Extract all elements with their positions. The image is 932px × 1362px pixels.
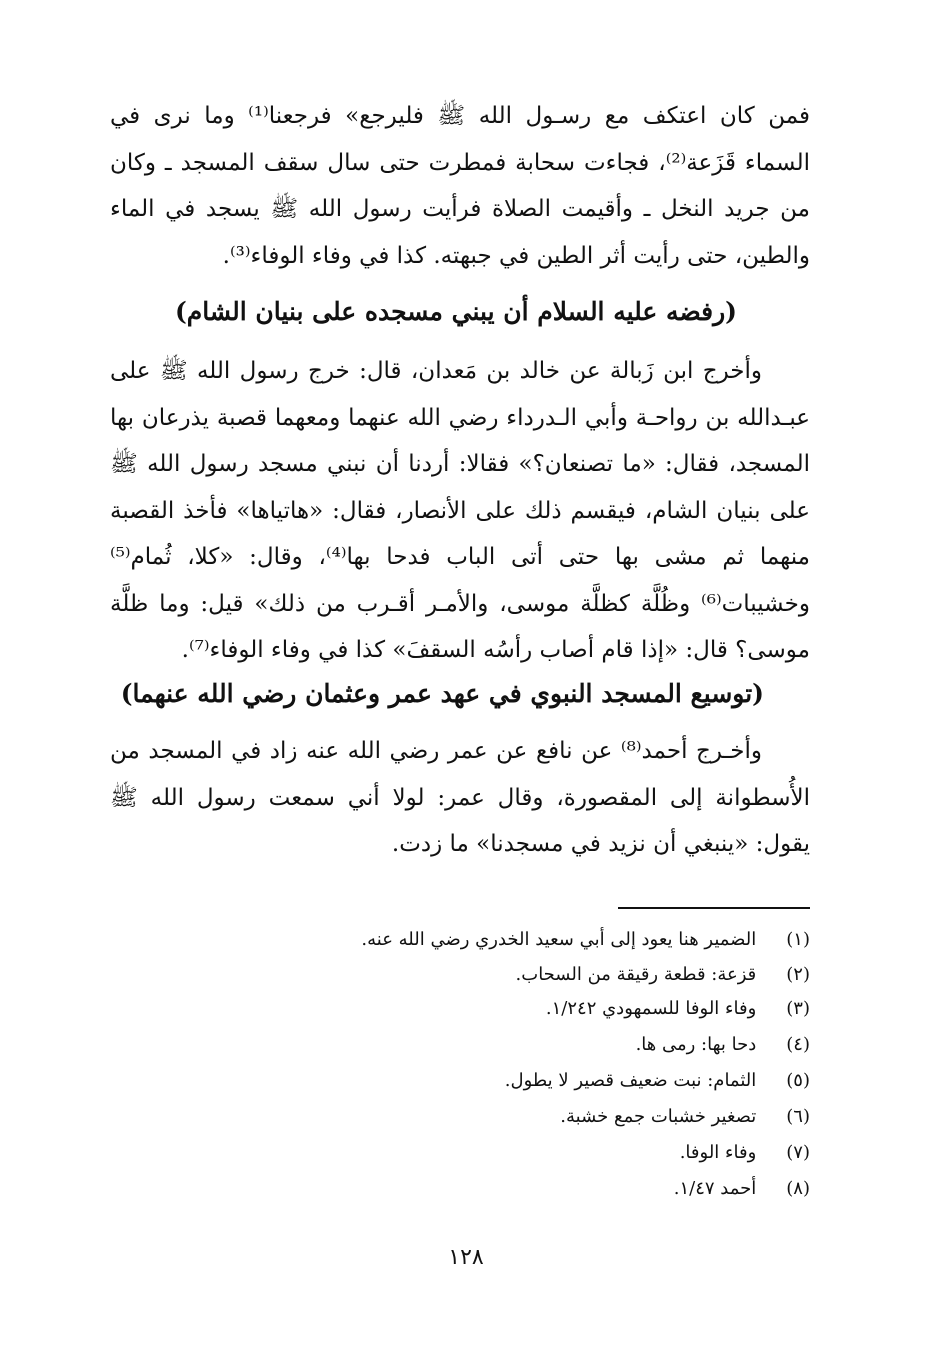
section-heading-2: (توسيع المسجد النبوي في عهد عمر وعثمان رضي الله عنهما) [120,679,764,708]
paragraph-1: فمن كان اعتكف مع رسـول الله ﷺ فليرجع» فرجعنا⁽¹⁾ وما نرى في السماء قَزَعة⁽²⁾، فجاءت سحابة فمطرت حتى سال سقف المسجد ـ وكان من جريد النخل ـ وأقيمت الصلاة فرأيت رسول الله ﷺ يسجد في الماء والطين، حتى رأيت أثر الطين في جبهته. كذا في وفاء الوفاء⁽³⁾. [110,103,810,269]
footnote-number: (٥) [786,1070,810,1091]
footnote-text: تصغير خشبات جمع خشبة. [560,1106,757,1127]
footnote-number: (٦) [786,1106,810,1127]
footnote-number: (٤) [786,1034,810,1055]
paragraph-2: وأخرج ابن زَبالة عن خالد بن مَعدان، قال: خرج رسول الله ﷺ على عبـدالله بن رواحـة وأبي الـدرداء رضي الله عنهما ومعهما قصبة يذرعان بها المسجد، فقال: «ما تصنعان؟» فقالا: أردنا أن نبني مسجد رسول الله ﷺ على بنيان الشام، فيقسم ذلك على الأنصار، فقال: «هاتياها» فأخذ القصبة منهما ثم مشى بها حتى أتى الباب فدحا بها⁽⁴⁾، وقال: «كلا، ثُمام⁽⁵⁾ وخشيبات⁽⁶⁾ وظُلَّة كظلَّة موسى، والأمـر أقـرب من ذلك» قيل: وما ظلَّة موسى؟ قال: «إذا قام أصاب رأسُه السقفَ» كذا في وفاء الوفاء⁽⁷⁾. [110,358,811,663]
footnote-number: (٧) [786,1142,810,1163]
footnote-number: (٢) [786,964,810,985]
footnote-item [110,1099,810,1135]
footnote-text: وفاء الوفا. [679,1142,757,1163]
footnote-text: الثمام: نبت ضعيف قصير لا يطول. [504,1070,757,1091]
footnote-number: (١) [786,929,810,950]
footnote-text: قزعة: قطعة رقيقة من السحاب. [515,964,757,985]
footnote-text: دحا بها: رمى ها. [635,1034,757,1055]
paragraph-3: وأخـرج أحمد⁽⁸⁾ عن نافع عن عمر رضي الله عنه زاد في المسجد من الأُسطوانة إلى المقصورة، وقال عمر: لولا أني سمعت رسول الله ﷺ يقول: «ينبغي أن نزيد في مسجدنا» ما زدت. [110,738,810,857]
footnote-divider [618,907,810,909]
footnote-text: الضمير هنا يعود إلى أبي سعيد الخدري رضي الله عنه. [361,929,757,950]
footnote-text: أحمد ١/٤٧. [673,1178,757,1199]
footnote-item [110,922,810,958]
footnote-number: (٣) [786,998,810,1019]
section-heading-1: (رفضه عليه السلام أن يبني مسجده على بنيان الشام) [174,297,737,326]
footnote-item [110,1063,810,1099]
footnote-item [110,1135,810,1171]
footnote-text: وفاء الوفا للسمهودي ١/٢٤٢. [545,998,757,1019]
footnote-number: (٨) [786,1178,810,1199]
footnote-item [110,1027,810,1063]
page-number: ١٢٨ [448,1245,484,1270]
footnote-item [110,991,810,1027]
footnote-item [110,1171,810,1207]
footnote-item [110,958,810,991]
footnotes-list [110,922,810,1207]
